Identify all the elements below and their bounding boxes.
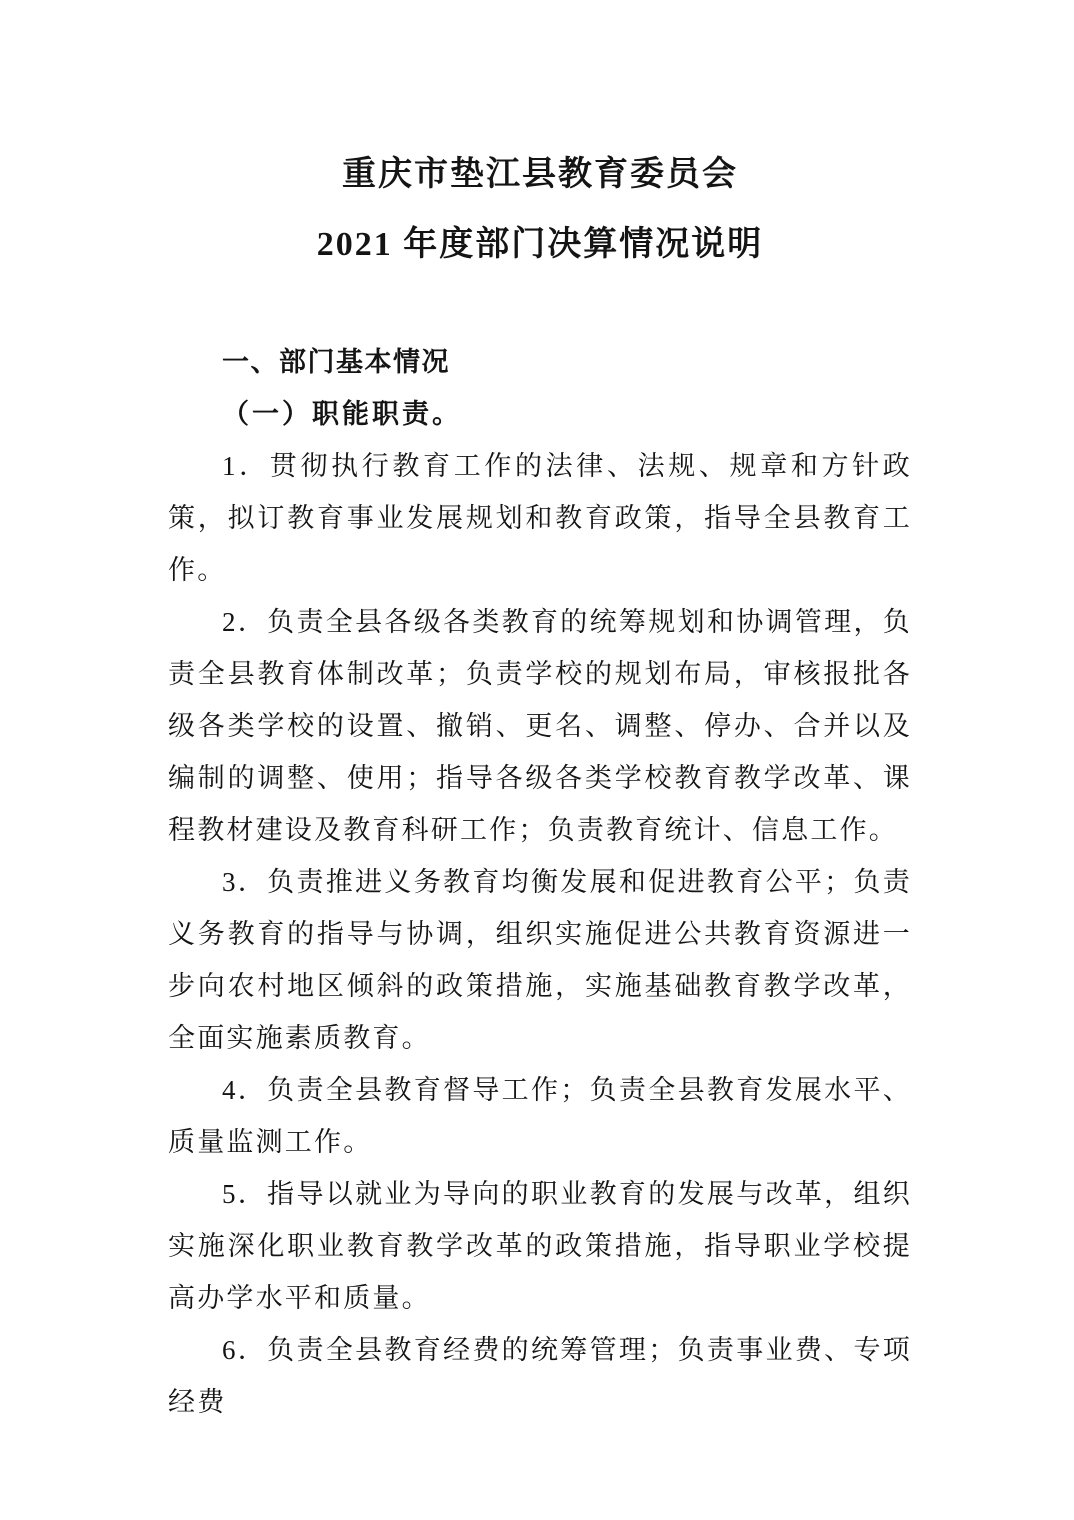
paragraph-duty-2: 2．负责全县各级各类教育的统筹规划和协调管理，负责全县教育体制改革；负责学校的规划布局，审核报批各级各类学校的设置、撤销、更名、调整、停办、合并以及编制的调整、使用；指导各级各类学校教育教学改革、课程教材建设及教育科研工作；负责教育统计、信息工作。 [168, 607, 912, 845]
section-heading-basic-info: 一、部门基本情况 [222, 347, 450, 377]
paragraph-duty-4: 4．负责全县教育督导工作；负责全县教育发展水平、质量监测工作。 [168, 1075, 912, 1157]
document-title-block [168, 140, 912, 280]
subsection-heading-duties: （一）职能职责。 [222, 399, 462, 429]
paragraph-duty-5: 5．指导以就业为导向的职业教育的发展与改革，组织实施深化职业教育教学改革的政策措施，指导职业学校提高办学水平和质量。 [168, 1179, 912, 1313]
paragraph-duty-6: 6．负责全县教育经费的统筹管理；负责事业费、专项经费 [168, 1335, 912, 1417]
document-title-line2: 2021 年度部门决算情况说明 [316, 226, 764, 263]
document-title-line1: 重庆市垫江县教育委员会 [342, 156, 738, 193]
document-body [168, 336, 912, 1428]
paragraph-duty-1: 1．贯彻执行教育工作的法律、法规、规章和方针政策，拟订教育事业发展规划和教育政策，指导全县教育工作。 [168, 451, 912, 585]
paragraph-duty-3: 3．负责推进义务教育均衡发展和促进教育公平；负责义务教育的指导与协调，组织实施促进公共教育资源进一步向农村地区倾斜的政策措施，实施基础教育教学改革，全面实施素质教育。 [168, 867, 912, 1053]
